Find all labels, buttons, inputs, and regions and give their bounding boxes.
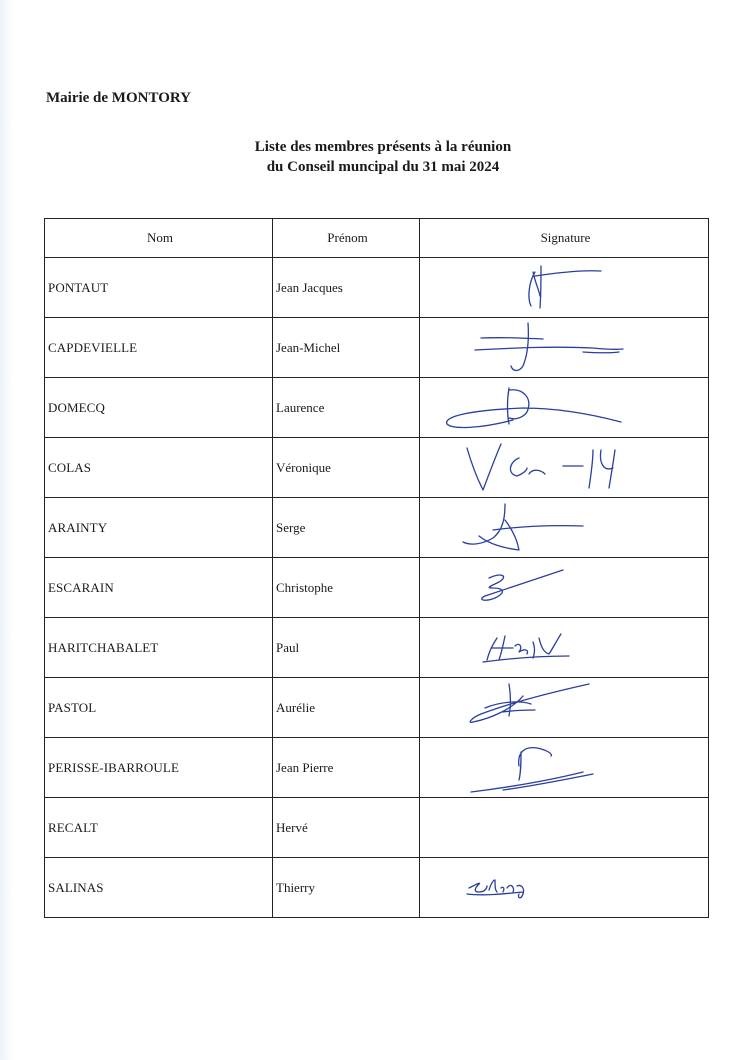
cell-nom: COLAS: [45, 438, 273, 498]
cell-signature: [420, 378, 709, 438]
cell-prenom: Thierry: [273, 858, 420, 918]
cell-prenom: Hervé: [273, 798, 420, 858]
cell-signature: [420, 558, 709, 618]
header-nom: Nom: [45, 219, 273, 258]
cell-prenom: Jean-Michel: [273, 318, 420, 378]
document-title-line2: du Conseil muncipal du 31 mai 2024: [266, 159, 500, 175]
cell-prenom: Laurence: [273, 378, 420, 438]
cell-nom: ESCARAIN: [45, 558, 273, 618]
table-row: [45, 258, 709, 318]
signature-image: [423, 858, 712, 917]
table-row: [45, 318, 709, 378]
cell-signature: [420, 318, 709, 378]
cell-signature: [420, 438, 709, 498]
signature-image: [423, 618, 712, 677]
table-row: [45, 858, 709, 918]
cell-prenom: Paul: [273, 618, 420, 678]
table-row: [45, 738, 709, 798]
cell-nom: RECALT: [45, 798, 273, 858]
attendance-table: [44, 218, 709, 918]
table-header-row: [45, 219, 709, 258]
table-row: [45, 618, 709, 678]
cell-nom: HARITCHABALET: [45, 618, 273, 678]
cell-prenom: Véronique: [273, 438, 420, 498]
signature-image: [423, 738, 712, 797]
cell-nom: PASTOL: [45, 678, 273, 738]
organization-name: Mairie de MONTORY: [46, 90, 192, 106]
cell-signature: [420, 258, 709, 318]
cell-nom: PERISSE-IBARROULE: [45, 738, 273, 798]
cell-nom: PONTAUT: [45, 258, 273, 318]
cell-prenom: Aurélie: [273, 678, 420, 738]
signature-image: [423, 318, 712, 377]
cell-signature: [420, 738, 709, 798]
document-title-line1: Liste des membres présents à la réunion: [254, 139, 512, 155]
signature-image: [423, 258, 712, 317]
table-row: [45, 678, 709, 738]
table-row: [45, 498, 709, 558]
cell-prenom: Jean Jacques: [273, 258, 420, 318]
cell-prenom: Jean Pierre: [273, 738, 420, 798]
cell-nom: SALINAS: [45, 858, 273, 918]
cell-signature-empty: [420, 798, 709, 858]
table-row: [45, 378, 709, 438]
cell-signature: [420, 498, 709, 558]
header-prenom: Prénom: [273, 219, 420, 258]
cell-signature: [420, 618, 709, 678]
cell-signature: [420, 858, 709, 918]
cell-nom: CAPDEVIELLE: [45, 318, 273, 378]
cell-signature: [420, 678, 709, 738]
signature-image: [423, 678, 712, 737]
cell-nom: ARAINTY: [45, 498, 273, 558]
signature-image: [423, 558, 712, 617]
signature-image: [423, 498, 712, 557]
cell-prenom: Serge: [273, 498, 420, 558]
cell-prenom: Christophe: [273, 558, 420, 618]
header-signature: Signature: [420, 219, 709, 258]
signature-image: [423, 378, 712, 437]
cell-nom: DOMECQ: [45, 378, 273, 438]
table-row: [45, 798, 709, 858]
signature-image: [423, 438, 712, 497]
table-row: [45, 438, 709, 498]
table-row: [45, 558, 709, 618]
